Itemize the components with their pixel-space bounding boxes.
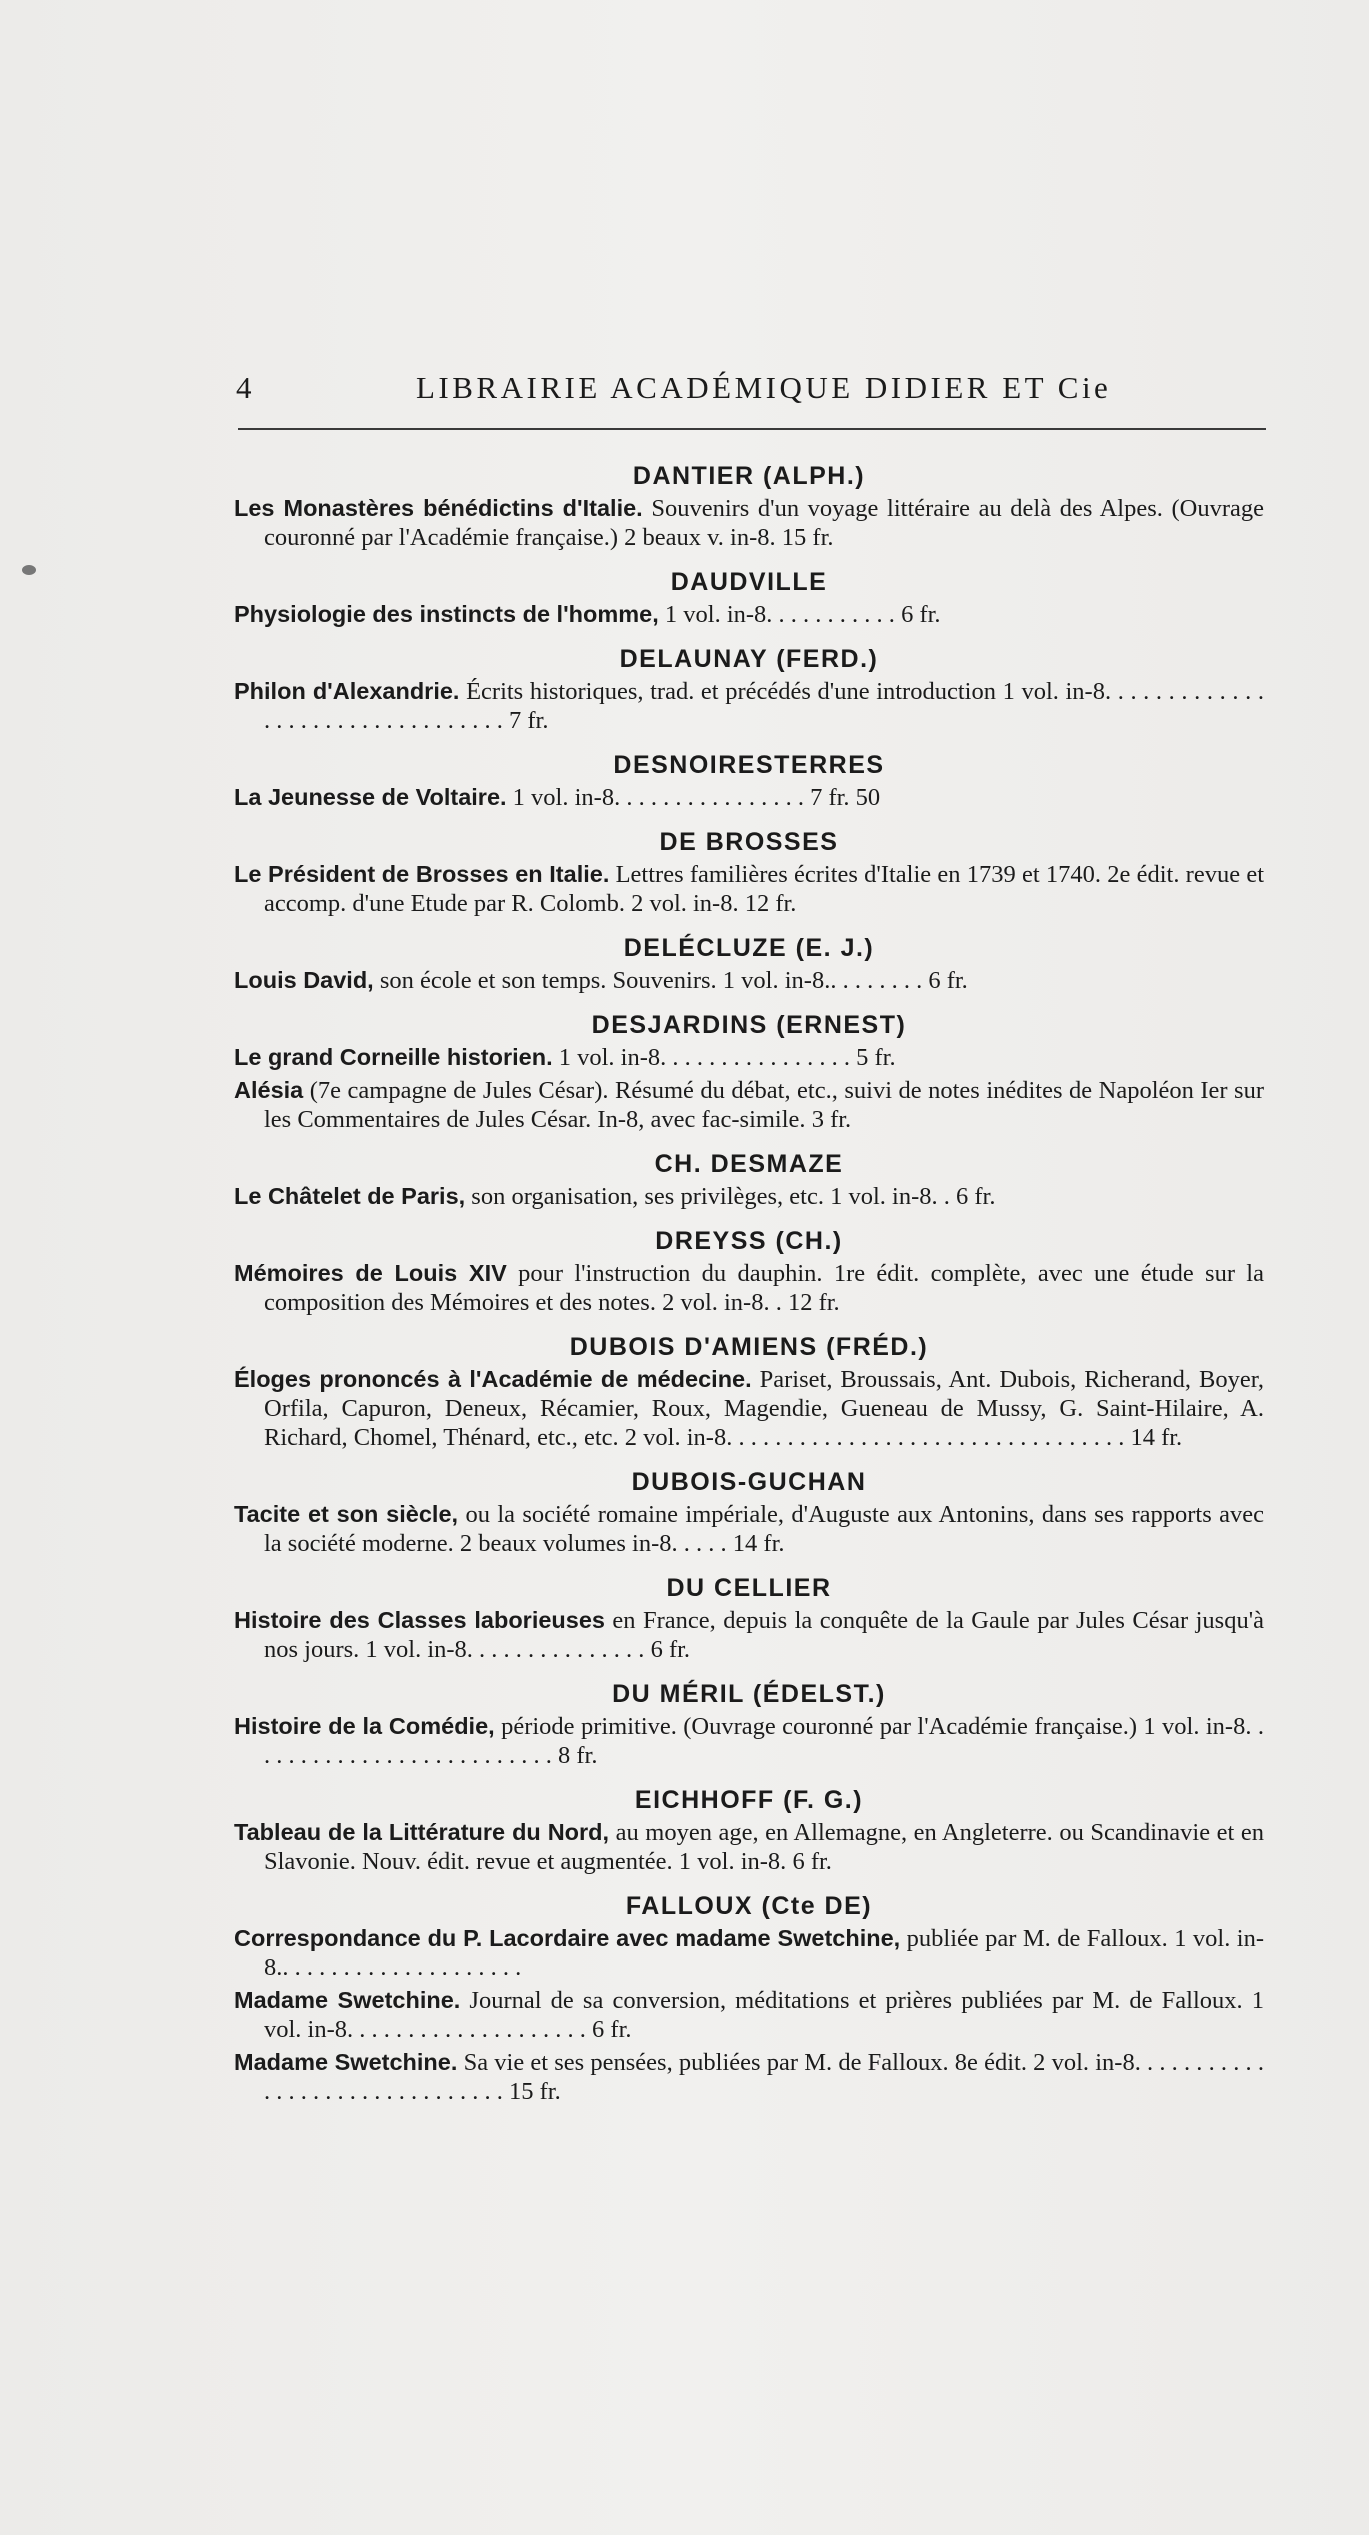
book-title: Madame Swetchine. — [234, 1987, 461, 2013]
author-section — [234, 930, 1264, 995]
author-section — [234, 641, 1264, 735]
page-number: 4 — [236, 370, 253, 405]
author-heading: DESJARDINS (ERNEST) — [591, 1011, 907, 1039]
book-entry — [234, 2048, 1264, 2106]
book-title: Mémoires de Louis XIV — [234, 1260, 507, 1286]
book-price: 14 fr. — [732, 1530, 785, 1557]
author-heading: DELAUNAY (FERD.) — [619, 645, 879, 673]
book-description: 1 vol. in-8. . . . . . . . . . . . . . . . — [552, 1044, 851, 1071]
book-description: au moyen age, en Allemagne, en Angleterre. ou Scandinavie et en Slavonie. Nouv. édit. revue et augmentée. 1 vol. in-8. — [264, 1819, 1264, 1875]
book-entry — [234, 1365, 1264, 1452]
book-entry — [234, 494, 1264, 552]
book-description: Écrits historiques, trad. et précédés d'une introduction 1 vol. in-8. . . . . . . . . . . . . . . . . . . . . . . . . . . . . . . . . — [264, 678, 1264, 734]
page-header — [236, 370, 1266, 420]
book-entry — [234, 600, 1264, 629]
book-price: 15 fr. — [509, 2078, 561, 2105]
book-title: Tableau de la Littérature du Nord, — [234, 1819, 610, 1845]
author-heading: DESNOIRESTERRES — [613, 751, 885, 779]
author-heading: DELÉCLUZE (E. J.) — [623, 934, 875, 962]
book-entry — [234, 1500, 1264, 1558]
book-entry — [234, 1076, 1264, 1134]
book-entry — [234, 1606, 1264, 1664]
book-title: Éloges prononcés à l'Académie de médecine. — [234, 1366, 752, 1392]
book-description: son école et son temps. Souvenirs. 1 vol. in-8.. . . . . . . . — [373, 967, 923, 994]
author-section — [234, 458, 1264, 552]
author-section — [234, 1007, 1264, 1134]
book-title: Physiologie des instincts de l'homme, — [234, 601, 659, 627]
book-title: Madame Swetchine. — [234, 2049, 458, 2075]
book-price: 5 fr. — [856, 1044, 896, 1071]
book-entry — [234, 860, 1264, 918]
book-description: Pariset, Broussais, Ant. Dubois, Richerand, Boyer, Orfila, Capuron, Deneux, Récamier, Roux, Magendie, Gueneau de Mussy, G. Saint-Hilaire, A. Richard, Chomel, Thénard, etc., etc. 2 vol. in-8. . . . . . . . . . . . . . . . . . . . . . . . . . . . . . . . . — [264, 1366, 1264, 1451]
book-price: 6 fr. — [928, 967, 968, 994]
author-heading: FALLOUX (Cte DE) — [625, 1892, 873, 1920]
author-section — [234, 747, 1264, 812]
author-heading: DU MÉRIL (ÉDELST.) — [612, 1680, 886, 1708]
catalog-list — [234, 458, 1264, 2118]
author-section — [234, 824, 1264, 918]
book-entry — [234, 677, 1264, 735]
book-description: Lettres familières écrites d'Italie en 1739 et 1740. 2e édit. revue et accomp. d'une Etude par R. Colomb. 2 vol. in-8. — [264, 861, 1264, 917]
book-title: Histoire des Classes laborieuses — [234, 1607, 605, 1633]
book-price: 3 fr. — [811, 1106, 852, 1133]
book-title: Louis David, — [234, 967, 374, 993]
running-title: LIBRAIRIE ACADÉMIQUE DIDIER ET Cie — [416, 370, 1112, 405]
book-description: pour l'instruction du dauphin. 1re édit. complète, avec une étude sur la composition des Mémoires et des notes. 2 vol. in-8. . — [264, 1260, 1264, 1316]
book-title: Histoire de la Comédie, — [234, 1713, 495, 1739]
book-description: période primitive. (Ouvrage couronné par l'Académie française.) 1 vol. in-8. . . . . . . . . . . . . . . . . . . . . . . . . . — [264, 1713, 1264, 1769]
author-section — [234, 1146, 1264, 1211]
author-heading: CH. DESMAZE — [654, 1150, 844, 1178]
book-price: 6 fr. — [956, 1183, 996, 1210]
author-section — [234, 1888, 1264, 2106]
book-description: publiée par M. de Falloux. 1 vol. in-8.. . . . . . . . . . . . . . . . . . . . — [264, 1925, 1264, 1981]
book-price: 8 fr. — [558, 1742, 598, 1769]
author-section — [234, 1329, 1264, 1452]
book-entry — [234, 1182, 1264, 1211]
ink-stain — [22, 565, 36, 575]
header-rule — [238, 428, 1266, 430]
book-entry — [234, 783, 1264, 812]
author-heading: DUBOIS D'AMIENS (FRÉD.) — [569, 1333, 929, 1361]
book-price: 12 fr. — [787, 1289, 840, 1316]
book-price: 6 fr. — [792, 1848, 832, 1875]
book-price: 6 fr. — [650, 1636, 691, 1663]
book-entry — [234, 1924, 1264, 1982]
book-title: Le Châtelet de Paris, — [234, 1183, 466, 1209]
book-entry — [234, 1259, 1264, 1317]
book-description: Journal de sa conversion, méditations et prières publiées par M. de Falloux. 1 vol. in-8. . . . . . . . . . . . . . . . . . . . — [264, 1987, 1264, 2043]
book-title: Alésia — [234, 1077, 304, 1103]
book-title: Tacite et son siècle, — [234, 1501, 459, 1527]
author-heading: DREYSS (CH.) — [655, 1227, 843, 1255]
author-heading: EICHHOFF (F. G.) — [634, 1786, 864, 1814]
book-entry — [234, 966, 1264, 995]
book-description: 1 vol. in-8. . . . . . . . . . . — [658, 601, 895, 628]
book-price: 7 fr. — [509, 707, 549, 734]
book-description: Souvenirs d'un voyage littéraire au delà des Alpes. (Ouvrage couronné par l'Académie française.) 2 beaux v. in-8. — [264, 495, 1265, 551]
author-section — [234, 1570, 1264, 1664]
book-price: 6 fr. — [901, 601, 941, 628]
book-title: La Jeunesse de Voltaire. — [234, 784, 507, 810]
book-price: 6 fr. — [592, 2016, 632, 2043]
book-description: 1 vol. in-8. . . . . . . . . . . . . . . . — [506, 784, 804, 811]
author-section — [234, 564, 1264, 629]
book-title: Le grand Corneille historien. — [234, 1044, 553, 1070]
author-section — [234, 1676, 1264, 1770]
book-description: Sa vie et ses pensées, publiées par M. de Falloux. 8e édit. 2 vol. in-8. . . . . . . . . . . . . . . . . . . . . . . . . . . . . . . — [264, 2049, 1264, 2105]
book-price: 7 fr. 50 — [810, 784, 881, 811]
book-entry — [234, 1043, 1264, 1072]
book-entry — [234, 1712, 1264, 1770]
book-description: son organisation, ses privilèges, etc. 1 vol. in-8. . — [465, 1183, 950, 1210]
author-heading: DU CELLIER — [666, 1574, 832, 1602]
book-price: 14 fr. — [1130, 1424, 1183, 1451]
book-title: Les Monastères bénédictins d'Italie. — [234, 495, 643, 521]
author-heading: DUBOIS-GUCHAN — [631, 1468, 867, 1496]
author-heading: DAUDVILLE — [670, 568, 828, 596]
author-heading: DE BROSSES — [659, 828, 839, 856]
book-title: Philon d'Alexandrie. — [234, 678, 460, 704]
book-description: en France, depuis la conquête de la Gaule par Jules César jusqu'à nos jours. 1 vol. in-8. . . . . . . . . . . . . . . — [264, 1607, 1264, 1663]
author-heading: DANTIER (ALPH.) — [632, 462, 866, 490]
book-description: (7e campagne de Jules César). Résumé du débat, etc., suivi de notes inédites de Napoléon Ier sur les Commentaires de Jules César. In-8, avec fac-simile. — [264, 1077, 1264, 1133]
book-price: 15 fr. — [781, 524, 834, 551]
book-title: Le Président de Brosses en Italie. — [234, 861, 610, 887]
author-section — [234, 1223, 1264, 1317]
book-entry — [234, 1818, 1264, 1876]
book-description: ou la société romaine impériale, d'Auguste aux Antonins, dans ses rapports avec la société moderne. 2 beaux volumes in-8. . . . . — [264, 1501, 1264, 1557]
book-price: 12 fr. — [744, 890, 797, 917]
book-entry — [234, 1986, 1264, 2044]
author-section — [234, 1464, 1264, 1558]
book-title: Correspondance du P. Lacordaire avec madame Swetchine, — [234, 1925, 901, 1951]
author-section — [234, 1782, 1264, 1876]
